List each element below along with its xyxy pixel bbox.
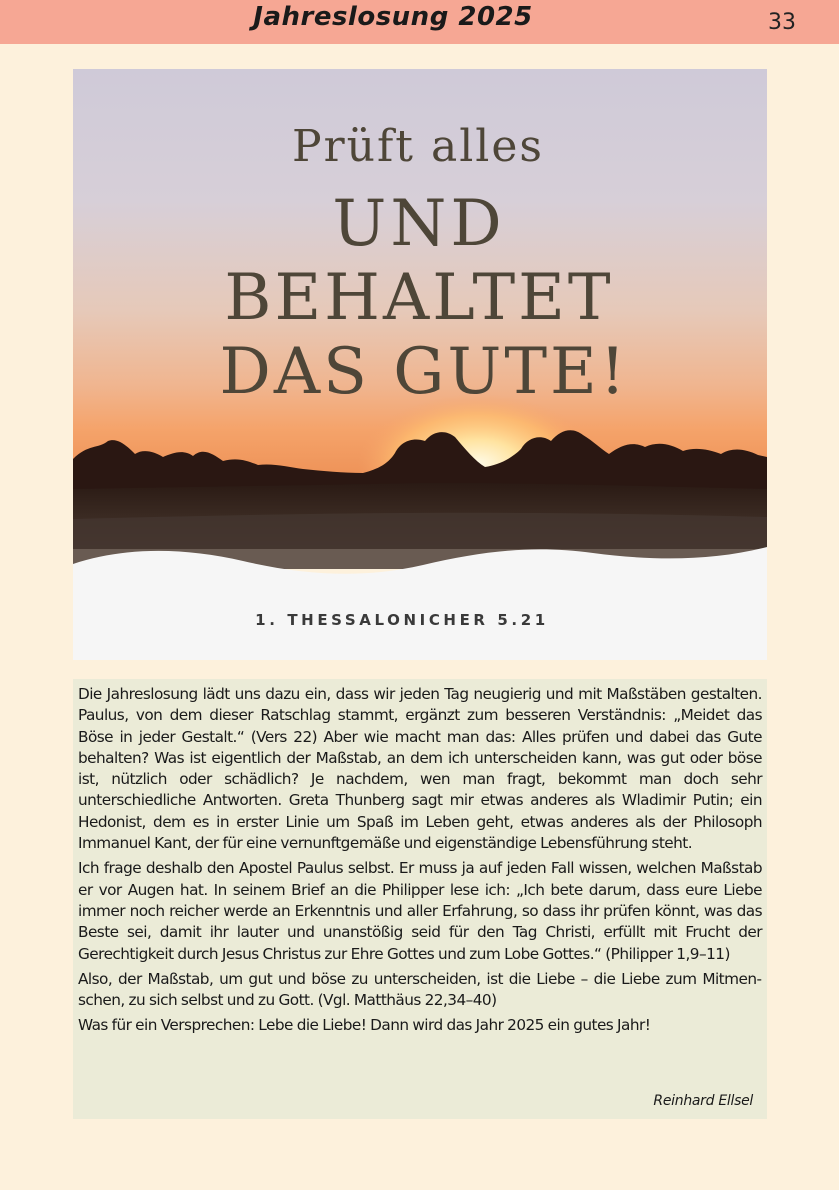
verse-line-2: UND <box>332 187 506 261</box>
page-header <box>0 0 839 44</box>
paragraph: Die Jahreslosung lädt uns dazu ein, dass wir jeden Tag neugierig und mit Maßstäben gestalten. Paulus, von dem dieser Ratschlag stammt, ergänzt zum besseren Verständnis: „Meidet das Böse in jeder Gestalt.“ (Vers 22) Aber wie macht man das: Alles prüfen und dabei das Gute behalten? Was ist eigentlich der Maßstab, an dem ich unterscheiden kann, was gut oder böse ist, nützlich oder schädlich? Je nachdem, wen man fragt, bekommt man doch sehr unterschiedliche Antworten. Greta Thunberg sagt mir etwas anderes als Wladimir Putin; ein Hedonist, dem es in erster Linie um Spaß im Leben geht, etwas anderes als der Philosoph Immanuel Kant, der für eine vernunftgemäße und eigenständige Lebensführung steht. <box>78 685 762 853</box>
bible-reference: 1. THESSALONICHER 5.21 <box>255 611 549 629</box>
page-number: 33 <box>768 10 796 35</box>
verse-line-1: Prüft alles <box>292 121 544 172</box>
article-text-box <box>73 679 767 1119</box>
author-signature: Reinhard Ellsel <box>653 1093 753 1109</box>
paragraph: Ich frage deshalb den Apostel Paulus selbst. Er muss ja auf jeden Fall wissen, welchen Maßstab er vor Augen hat. In seinem Brief an die Philipper lese ich: „Ich bete darum, dass eure Liebe immer noch reicher werde an Erkenntnis und aller Erfahrung, so dass ihr prüfen könnt, was das Beste sei, damit ihr lauter und unanstößig seid für den Tag Christi, erfüllt mit Frucht der Gerechtigkeit durch Jesus Christus zur Ehre Gottes und zum Lobe Gottes.“ (Philipper 1,9–11) <box>78 859 762 963</box>
verse-line-3: BEHALTET <box>224 261 614 335</box>
verse-line-4: DAS GUTE! <box>219 335 629 409</box>
sunset-image <box>73 69 767 660</box>
page-title: Jahreslosung 2025 <box>253 2 533 32</box>
paragraph: Also, der Maßstab, um gut und böse zu unterscheiden, ist die Liebe – die Liebe zum Mitmenschen, zu sich selbst und zu Gott. (Vgl. Matthäus 22,34–40) <box>78 969 762 1010</box>
paragraph: Was für ein Versprechen: Lebe die Liebe! Dann wird das Jahr 2025 ein gutes Jahr! <box>78 1016 651 1035</box>
